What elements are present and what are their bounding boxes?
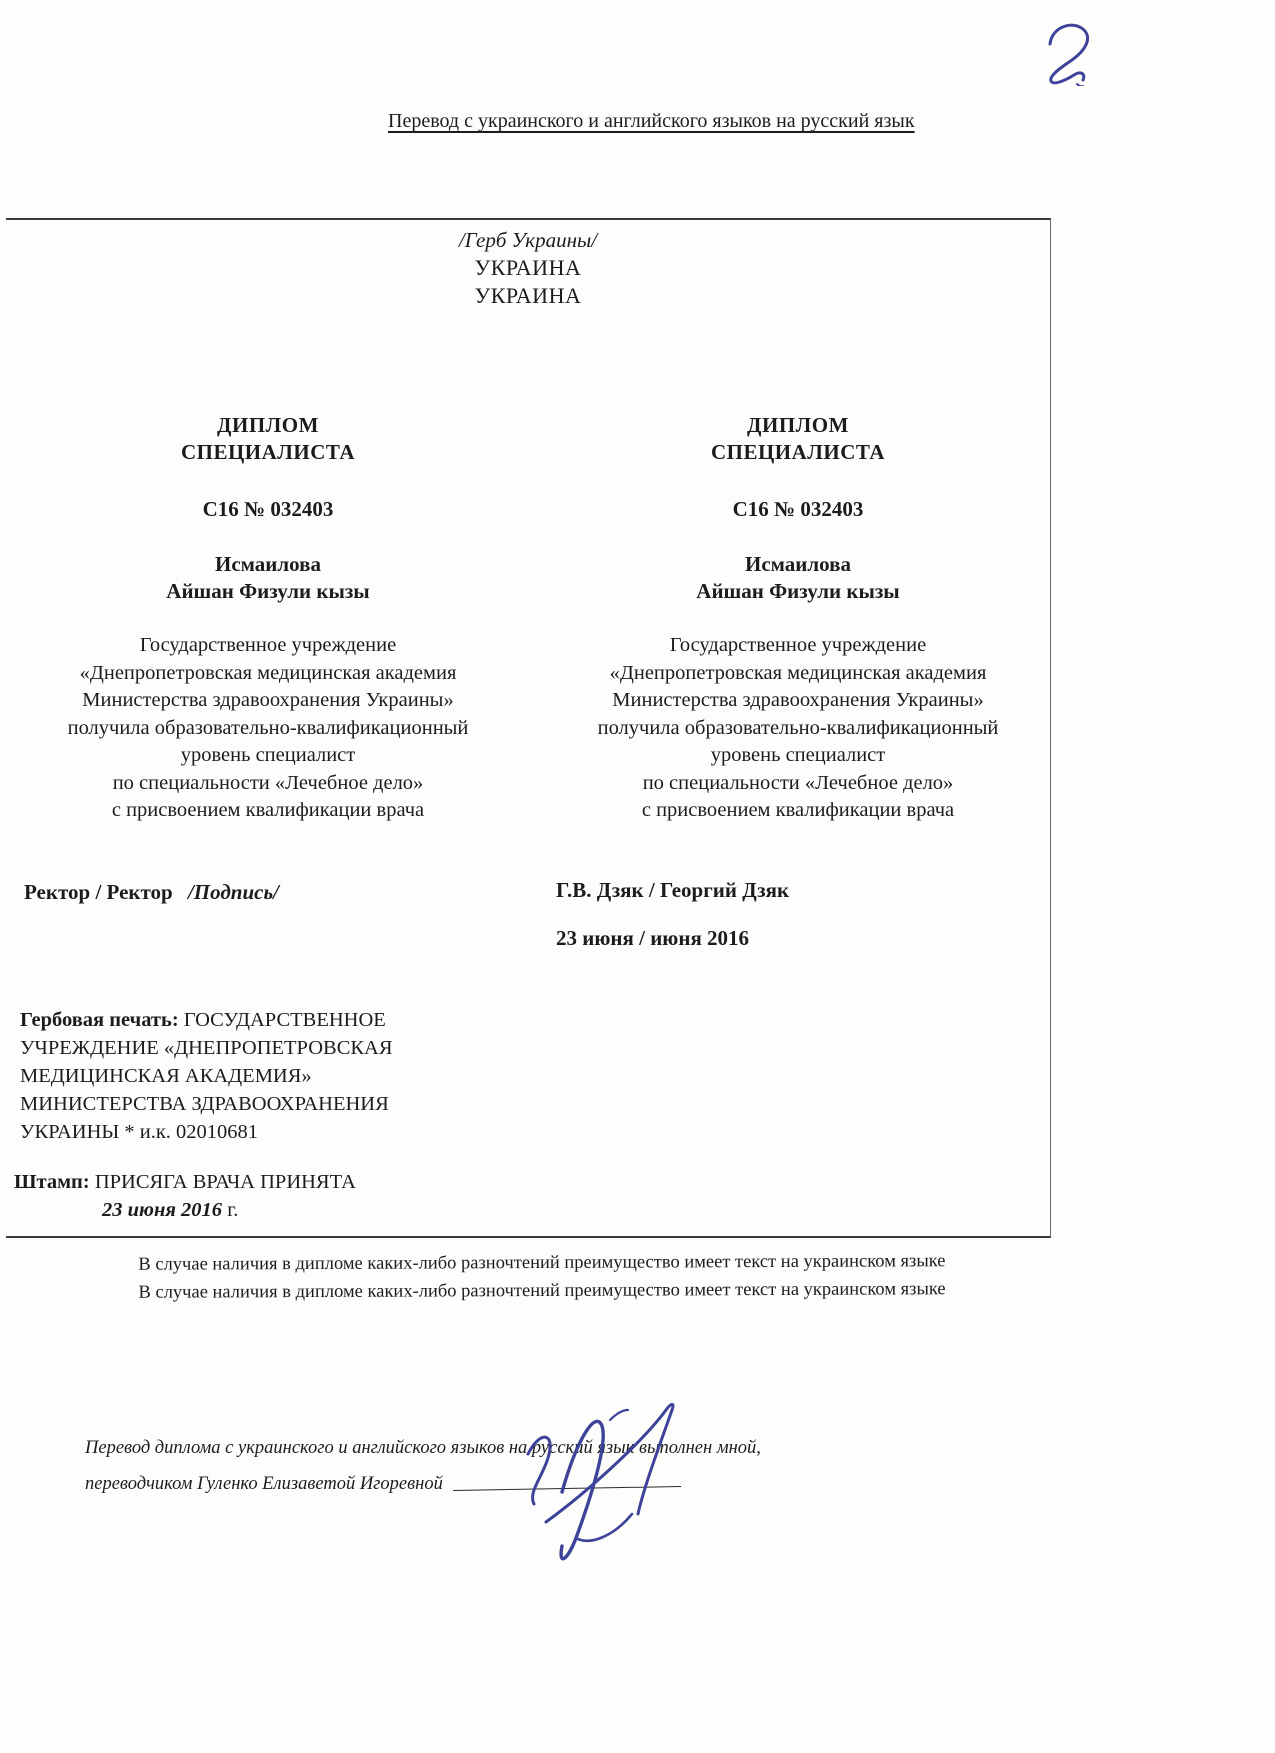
diploma-body (556, 632, 1040, 825)
translation-direction-header: Перевод с украинского и английского языков на русский язык (388, 110, 915, 132)
signature-placeholder-note: /Подпись/ (187, 880, 279, 904)
body-line: Государственное учреждение (669, 634, 927, 656)
seal-text: ГОСУДАРСТВЕННОЕ (183, 1009, 386, 1031)
body-line: с присвоением квалификации врача (111, 799, 425, 821)
diploma-title-line2: СПЕЦИАЛИСТА (710, 440, 886, 464)
body-line: Министерства здравоохранения Украины» (82, 689, 454, 711)
body-line: получила образовательно-квалификационный (597, 716, 999, 739)
body-line: по специальности «Лечебное дело» (642, 771, 954, 794)
translator-certification (85, 1430, 865, 1502)
rector-label: Ректор / Ректор (24, 880, 173, 904)
emblem-block (6, 226, 1050, 310)
language-precedence-disclaimer (62, 1248, 1022, 1307)
body-line: по специальности «Лечебное дело» (112, 771, 424, 794)
body-line: Министерства здравоохранения Украины» (612, 689, 984, 711)
body-line: «Днепропетровская медицинская академия (609, 661, 987, 684)
holder-surname: Исмаилова (744, 552, 851, 576)
body-line: Государственное учреждение (139, 634, 397, 656)
diploma-border-box (6, 218, 1051, 1238)
stamp-line (14, 1168, 356, 1196)
stamp-date-suffix: г. (227, 1199, 239, 1221)
body-line: с присвоением квалификации врача (641, 799, 955, 821)
stamp-description (14, 1168, 356, 1224)
translator-note-line1: Перевод диплома с украинского и английского языков на русский язык выполнен мной, (85, 1438, 761, 1458)
rector-line (24, 880, 279, 905)
country-name-line1: УКРАИНА (474, 255, 582, 280)
stamp-text: ПРИСЯГА ВРАЧА ПРИНЯТА (94, 1171, 356, 1193)
body-line: «Днепропетровская медицинская академия (79, 661, 457, 684)
stamp-label: Штамп: (14, 1171, 90, 1193)
signer-name: Г.В. Дзяк / Георгий Дзяк (556, 878, 790, 902)
seal-line: УКРАИНЫ * и.к. 02010681 (20, 1121, 259, 1143)
body-line: получила образовательно-квалификационный (67, 716, 469, 739)
seal-description (20, 1006, 472, 1146)
handwritten-page-number (1036, 14, 1102, 86)
emblem-note: /Герб Украины/ (458, 228, 598, 252)
seal-line: МИНИСТЕРСТВА ЗДРАВООХРАНЕНИЯ (20, 1093, 389, 1115)
seal-line (20, 1006, 472, 1034)
diploma-number: С16 № 032403 (732, 497, 864, 521)
diploma-column-right (556, 412, 1040, 825)
translator-note-line2 (85, 1466, 865, 1502)
issue-date: 23 июня / июня 2016 (556, 926, 750, 950)
stamp-date: 23 июня 2016 (102, 1199, 223, 1221)
country-name-line2: УКРАИНА (474, 283, 582, 308)
holder-given-names: Айшан Физули кызы (166, 579, 370, 603)
translator-signature-ink (492, 1392, 732, 1577)
stamp-date-row (14, 1196, 356, 1224)
diploma-title-line1: ДИПЛОМ (747, 413, 849, 437)
seal-label: Гербовая печать: (20, 1009, 179, 1031)
disclaimer-line: В случае наличия в дипломе каких-либо разночтений преимущество имеет текст на украинском языке (138, 1251, 946, 1275)
holder-name (556, 551, 1040, 605)
holder-surname: Исмаилова (214, 552, 321, 576)
diploma-body (30, 632, 506, 825)
disclaimer-line: В случае наличия в дипломе каких-либо разночтений преимущество имеет текст на украинском языке (138, 1278, 946, 1303)
body-line: уровень специалист (180, 744, 356, 766)
body-line: уровень специалист (710, 744, 886, 766)
diploma-column-left (30, 412, 506, 825)
diploma-title-line1: ДИПЛОМ (217, 413, 319, 437)
diploma-title-line2: СПЕЦИАЛИСТА (180, 440, 356, 464)
diploma-number: С16 № 032403 (202, 497, 334, 521)
seal-line: УЧРЕЖДЕНИЕ «ДНЕПРОПЕТРОВСКАЯ (20, 1037, 393, 1059)
holder-name (30, 551, 506, 605)
seal-line: МЕДИЦИНСКАЯ АКАДЕМИЯ» (20, 1065, 312, 1087)
holder-given-names: Айшан Физули кызы (696, 579, 900, 603)
translator-name: переводчиком Гуленко Елизаветой Игоревной (85, 1474, 443, 1494)
